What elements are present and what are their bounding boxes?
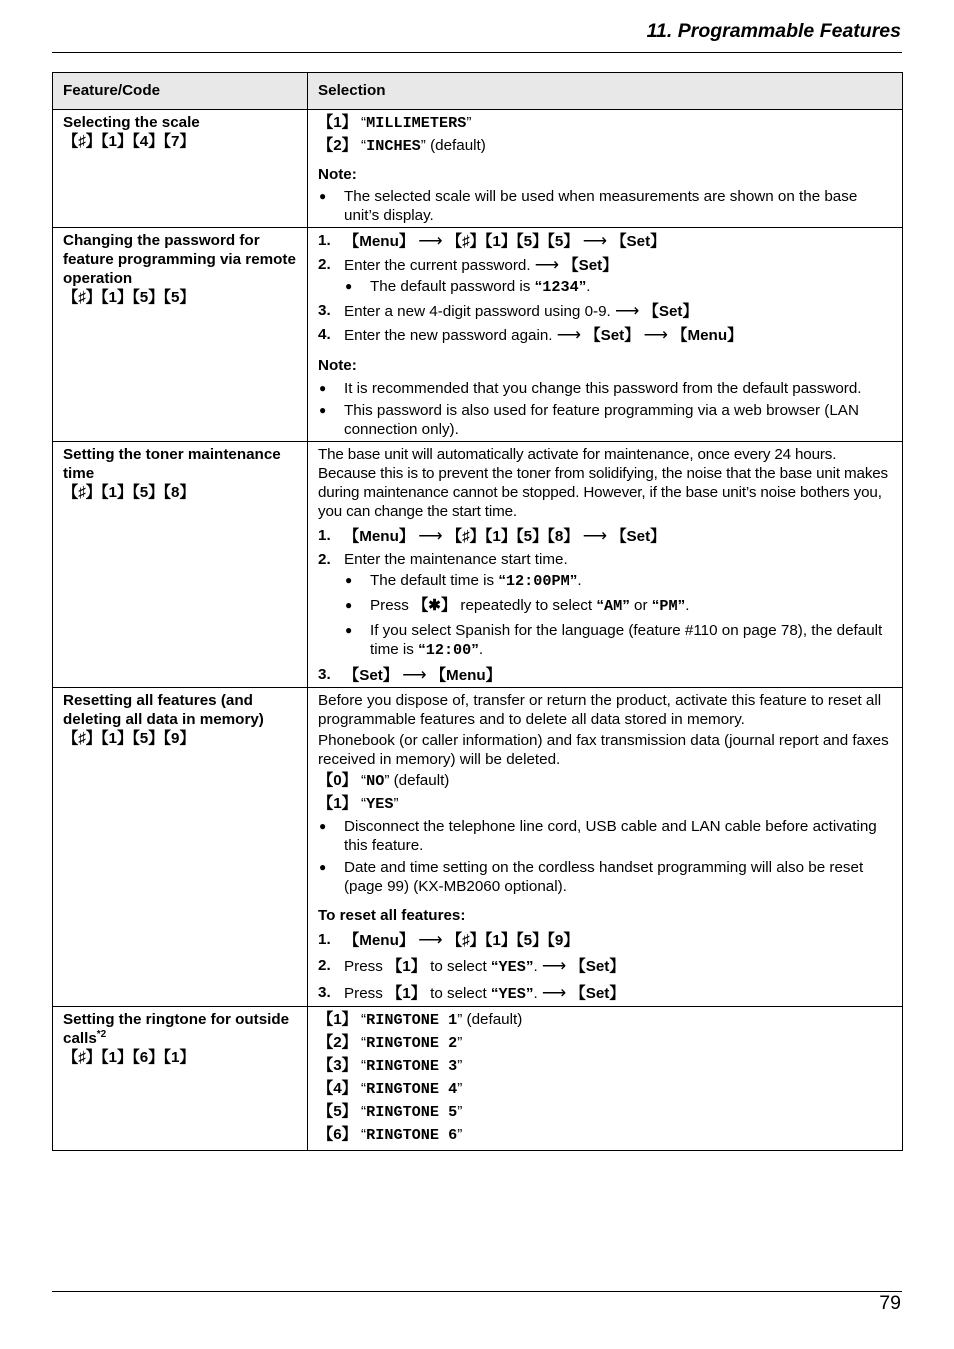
step-item: 1. 【Menu】 ⟶ 【♯】【1】【5】【8】 ⟶ 【Set】 bbox=[318, 526, 666, 545]
option-item: 【2】 “INCHES” (default) bbox=[318, 137, 486, 155]
selection-cell bbox=[308, 442, 903, 688]
feature-cell bbox=[53, 228, 308, 442]
step-item: 2. Enter the current password. ⟶ 【Set】 bbox=[318, 255, 618, 274]
header-divider bbox=[52, 52, 902, 53]
step-item: 2. Press 【1】 to select “YES”. ⟶ 【Set】 bbox=[318, 956, 625, 976]
note-heading: Note: bbox=[318, 357, 357, 374]
intro-text: The base unit will automatically activate for maintenance, once every 24 hours. Because this is to prevent the toner from solidifying, the noise that the base unit makes during maintenance cannot be stopped. However, if the base unit’s noise bothers you, you can change the start time. bbox=[318, 446, 889, 520]
note-item: ● This password is also used for feature programming via a web browser (LAN connection only). bbox=[318, 401, 892, 439]
feature-cell bbox=[53, 110, 308, 228]
intro-text: Before you dispose of, transfer or return the product, activate this feature to reset all programmable features and to delete all data stored in memory. bbox=[318, 692, 882, 728]
column-header-selection: Selection bbox=[308, 73, 903, 110]
note-item: ● Disconnect the telephone line cord, USB cable and LAN cable before activating this feature. bbox=[318, 817, 892, 855]
sub-note-item: ● Press 【✱】 repeatedly to select “AM” or “PM”. bbox=[318, 596, 892, 616]
option-item: 【1】 “RINGTONE 1” (default) bbox=[318, 1011, 523, 1029]
table-row bbox=[53, 442, 903, 688]
note-item: ● The selected scale will be used when measurements are shown on the base unit’s display. bbox=[318, 187, 892, 225]
option-item: 【0】 “NO” (default) bbox=[318, 772, 450, 790]
option-item: 【3】 “RINGTONE 3” bbox=[318, 1057, 463, 1075]
step-item: 4. Enter the new password again. ⟶ 【Set】 ⟶ 【Menu】 bbox=[318, 325, 743, 344]
footnote-marker: *2 bbox=[96, 1028, 107, 1040]
page-number: 79 bbox=[879, 1292, 901, 1314]
feature-name: Selecting the scale bbox=[63, 114, 200, 131]
sub-note-item: ● The default password is “1234”. bbox=[318, 277, 892, 297]
step-item: 3. 【Set】 ⟶ 【Menu】 bbox=[318, 665, 501, 684]
table-header-row bbox=[53, 73, 903, 110]
feature-cell bbox=[53, 442, 308, 688]
feature-cell bbox=[53, 688, 308, 1007]
feature-name: Changing the password for feature programming via remote operation bbox=[63, 232, 296, 287]
step-item: 2. Enter the maintenance start time. bbox=[318, 551, 568, 568]
feature-code: 【♯】【1】【4】【7】 bbox=[63, 133, 195, 150]
footer-divider bbox=[52, 1291, 902, 1292]
option-item: 【5】 “RINGTONE 5” bbox=[318, 1103, 463, 1121]
reset-heading: To reset all features: bbox=[318, 907, 466, 924]
feature-code: 【♯】【1】【5】【5】 bbox=[63, 289, 195, 306]
note-heading: Note: bbox=[318, 166, 357, 183]
selection-cell bbox=[308, 110, 903, 228]
table-row bbox=[53, 110, 903, 228]
step-item: 1. 【Menu】 ⟶ 【♯】【1】【5】【5】 ⟶ 【Set】 bbox=[318, 231, 666, 250]
option-item: 【1】 “MILLIMETERS” bbox=[318, 114, 472, 132]
selection-cell bbox=[308, 228, 903, 442]
step-item: 1. 【Menu】 ⟶ 【♯】【1】【5】【9】 bbox=[318, 930, 579, 949]
step-item: 3. Press 【1】 to select “YES”. ⟶ 【Set】 bbox=[318, 983, 625, 1003]
feature-code: 【♯】【1】【5】【9】 bbox=[63, 730, 195, 747]
table-row bbox=[53, 1007, 903, 1151]
column-header-feature: Feature/Code bbox=[53, 73, 308, 110]
selection-cell bbox=[308, 1007, 903, 1151]
table-row bbox=[53, 688, 903, 1007]
step-item: 3. Enter a new 4-digit password using 0-9. ⟶ 【Set】 bbox=[318, 301, 698, 320]
option-item: 【1】 “YES” bbox=[318, 795, 399, 813]
feature-name: Setting the toner maintenance time bbox=[63, 446, 281, 482]
option-item: 【6】 “RINGTONE 6” bbox=[318, 1126, 463, 1144]
sub-note-item: ● The default time is “12:00PM”. bbox=[318, 571, 892, 591]
feature-name: Resetting all features (and deleting all data in memory) bbox=[63, 692, 264, 728]
feature-cell bbox=[53, 1007, 308, 1151]
feature-name: Setting the ringtone for outside calls$^{*2}$ bbox=[63, 1011, 290, 1047]
page-section-title: 11. Programmable Features bbox=[646, 20, 901, 42]
option-item: 【4】 “RINGTONE 4” bbox=[318, 1080, 463, 1098]
option-item: 【2】 “RINGTONE 2” bbox=[318, 1034, 463, 1052]
intro-text: Phonebook (or caller information) and fax transmission data (journal report and faxes received in memory) will be deleted. bbox=[318, 732, 889, 768]
sub-note-item: ● If you select Spanish for the language (feature #110 on page 78), the default time is “12:00”. bbox=[318, 621, 892, 660]
selection-cell bbox=[308, 688, 903, 1007]
note-item: ● Date and time setting on the cordless handset programming will also be reset (page 99) (KX-MB2060 optional). bbox=[318, 858, 892, 896]
feature-table bbox=[52, 72, 903, 1151]
note-item: ● It is recommended that you change this password from the default password. bbox=[318, 379, 892, 398]
feature-code: 【♯】【1】【5】【8】 bbox=[63, 484, 195, 501]
feature-code: 【♯】【1】【6】【1】 bbox=[63, 1049, 195, 1066]
table-row bbox=[53, 228, 903, 442]
